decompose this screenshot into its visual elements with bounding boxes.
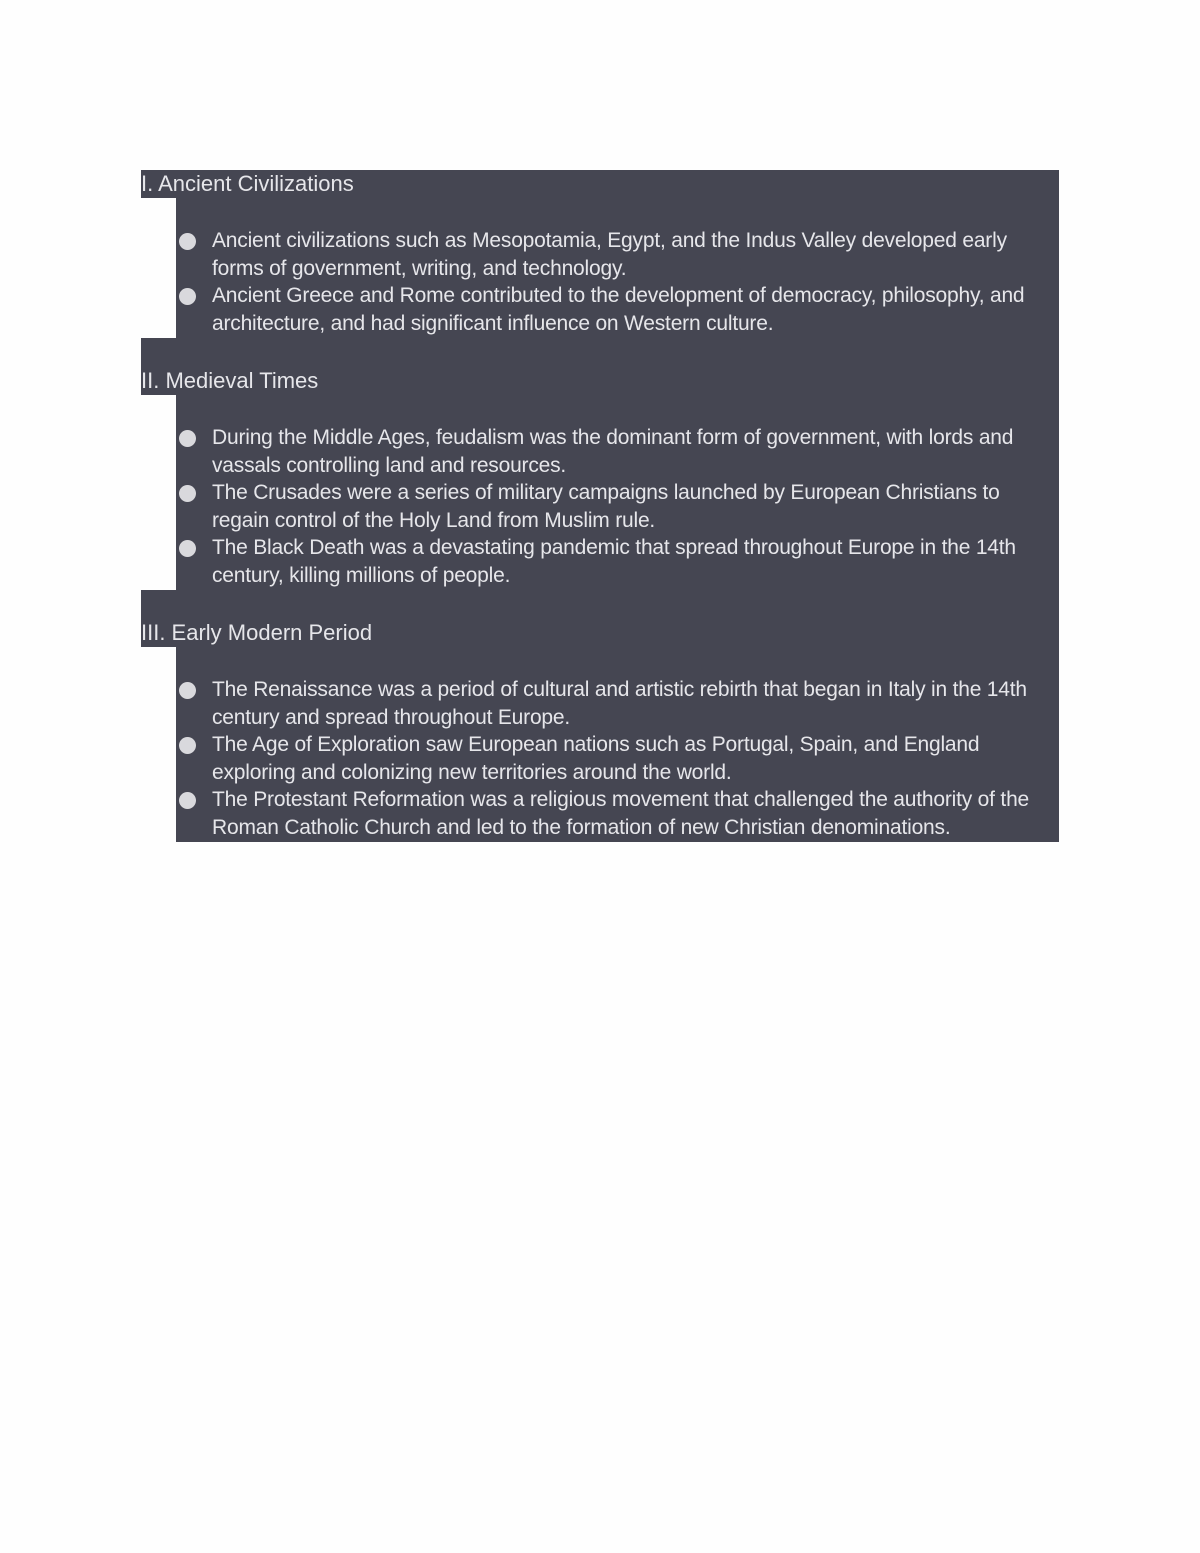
- list-item-text: Ancient civilizations such as Mesopotamia, Egypt, and the Indus Valley developed early forms of government, writing, and technology.: [212, 229, 1007, 280]
- list-item: [176, 282, 1059, 337]
- list-item: [176, 786, 1059, 841]
- section-early-modern-period: [141, 619, 1059, 842]
- bullet-dot-icon: [179, 485, 196, 502]
- document-body: [141, 170, 1059, 842]
- section-heading: III. Early Modern Period: [141, 619, 1059, 647]
- list-item-text: The Black Death was a devastating pandemic that spread throughout Europe in the 14th century, killing millions of people.: [212, 536, 1016, 587]
- bullet-list: [176, 198, 1059, 338]
- bullet-dot-icon: [179, 737, 196, 754]
- list-item: [176, 731, 1059, 786]
- section-ancient-civilizations: [141, 170, 1059, 338]
- section-heading: II. Medieval Times: [141, 367, 1059, 395]
- list-item-text: The Protestant Reformation was a religious movement that challenged the authority of the Roman Catholic Church and led to the formation of new Christian denominations.: [212, 788, 1030, 839]
- section-spacer: [141, 338, 1059, 367]
- bullet-dot-icon: [179, 540, 196, 557]
- list-item-text: The Crusades were a series of military campaigns launched by European Christians to regain control of the Holy Land from Muslim rule.: [212, 481, 1000, 532]
- bullet-list: [176, 647, 1059, 842]
- section-medieval-times: [141, 367, 1059, 590]
- bullet-dot-icon: [179, 288, 196, 305]
- list-item: [176, 534, 1059, 589]
- list-item: [176, 676, 1059, 731]
- section-spacer: [141, 590, 1059, 619]
- list-item: [176, 424, 1059, 479]
- bullet-dot-icon: [179, 682, 196, 699]
- list-item: [176, 479, 1059, 534]
- list-item-text: The Renaissance was a period of cultural and artistic rebirth that began in Italy in the 14th century and spread throughout Europe.: [212, 678, 1027, 729]
- list-item-text: During the Middle Ages, feudalism was the dominant form of government, with lords and vassals controlling land and resources.: [212, 426, 1014, 477]
- bullet-dot-icon: [179, 430, 196, 447]
- bullet-list: [176, 395, 1059, 590]
- bullet-dot-icon: [179, 233, 196, 250]
- list-item: [176, 227, 1059, 282]
- bullet-dot-icon: [179, 792, 196, 809]
- section-heading: I. Ancient Civilizations: [141, 170, 1059, 198]
- list-item-text: The Age of Exploration saw European nations such as Portugal, Spain, and England exploring and colonizing new territories around the world.: [212, 733, 980, 784]
- list-item-text: Ancient Greece and Rome contributed to the development of democracy, philosophy, and architecture, and had significant influence on Western culture.: [212, 284, 1025, 335]
